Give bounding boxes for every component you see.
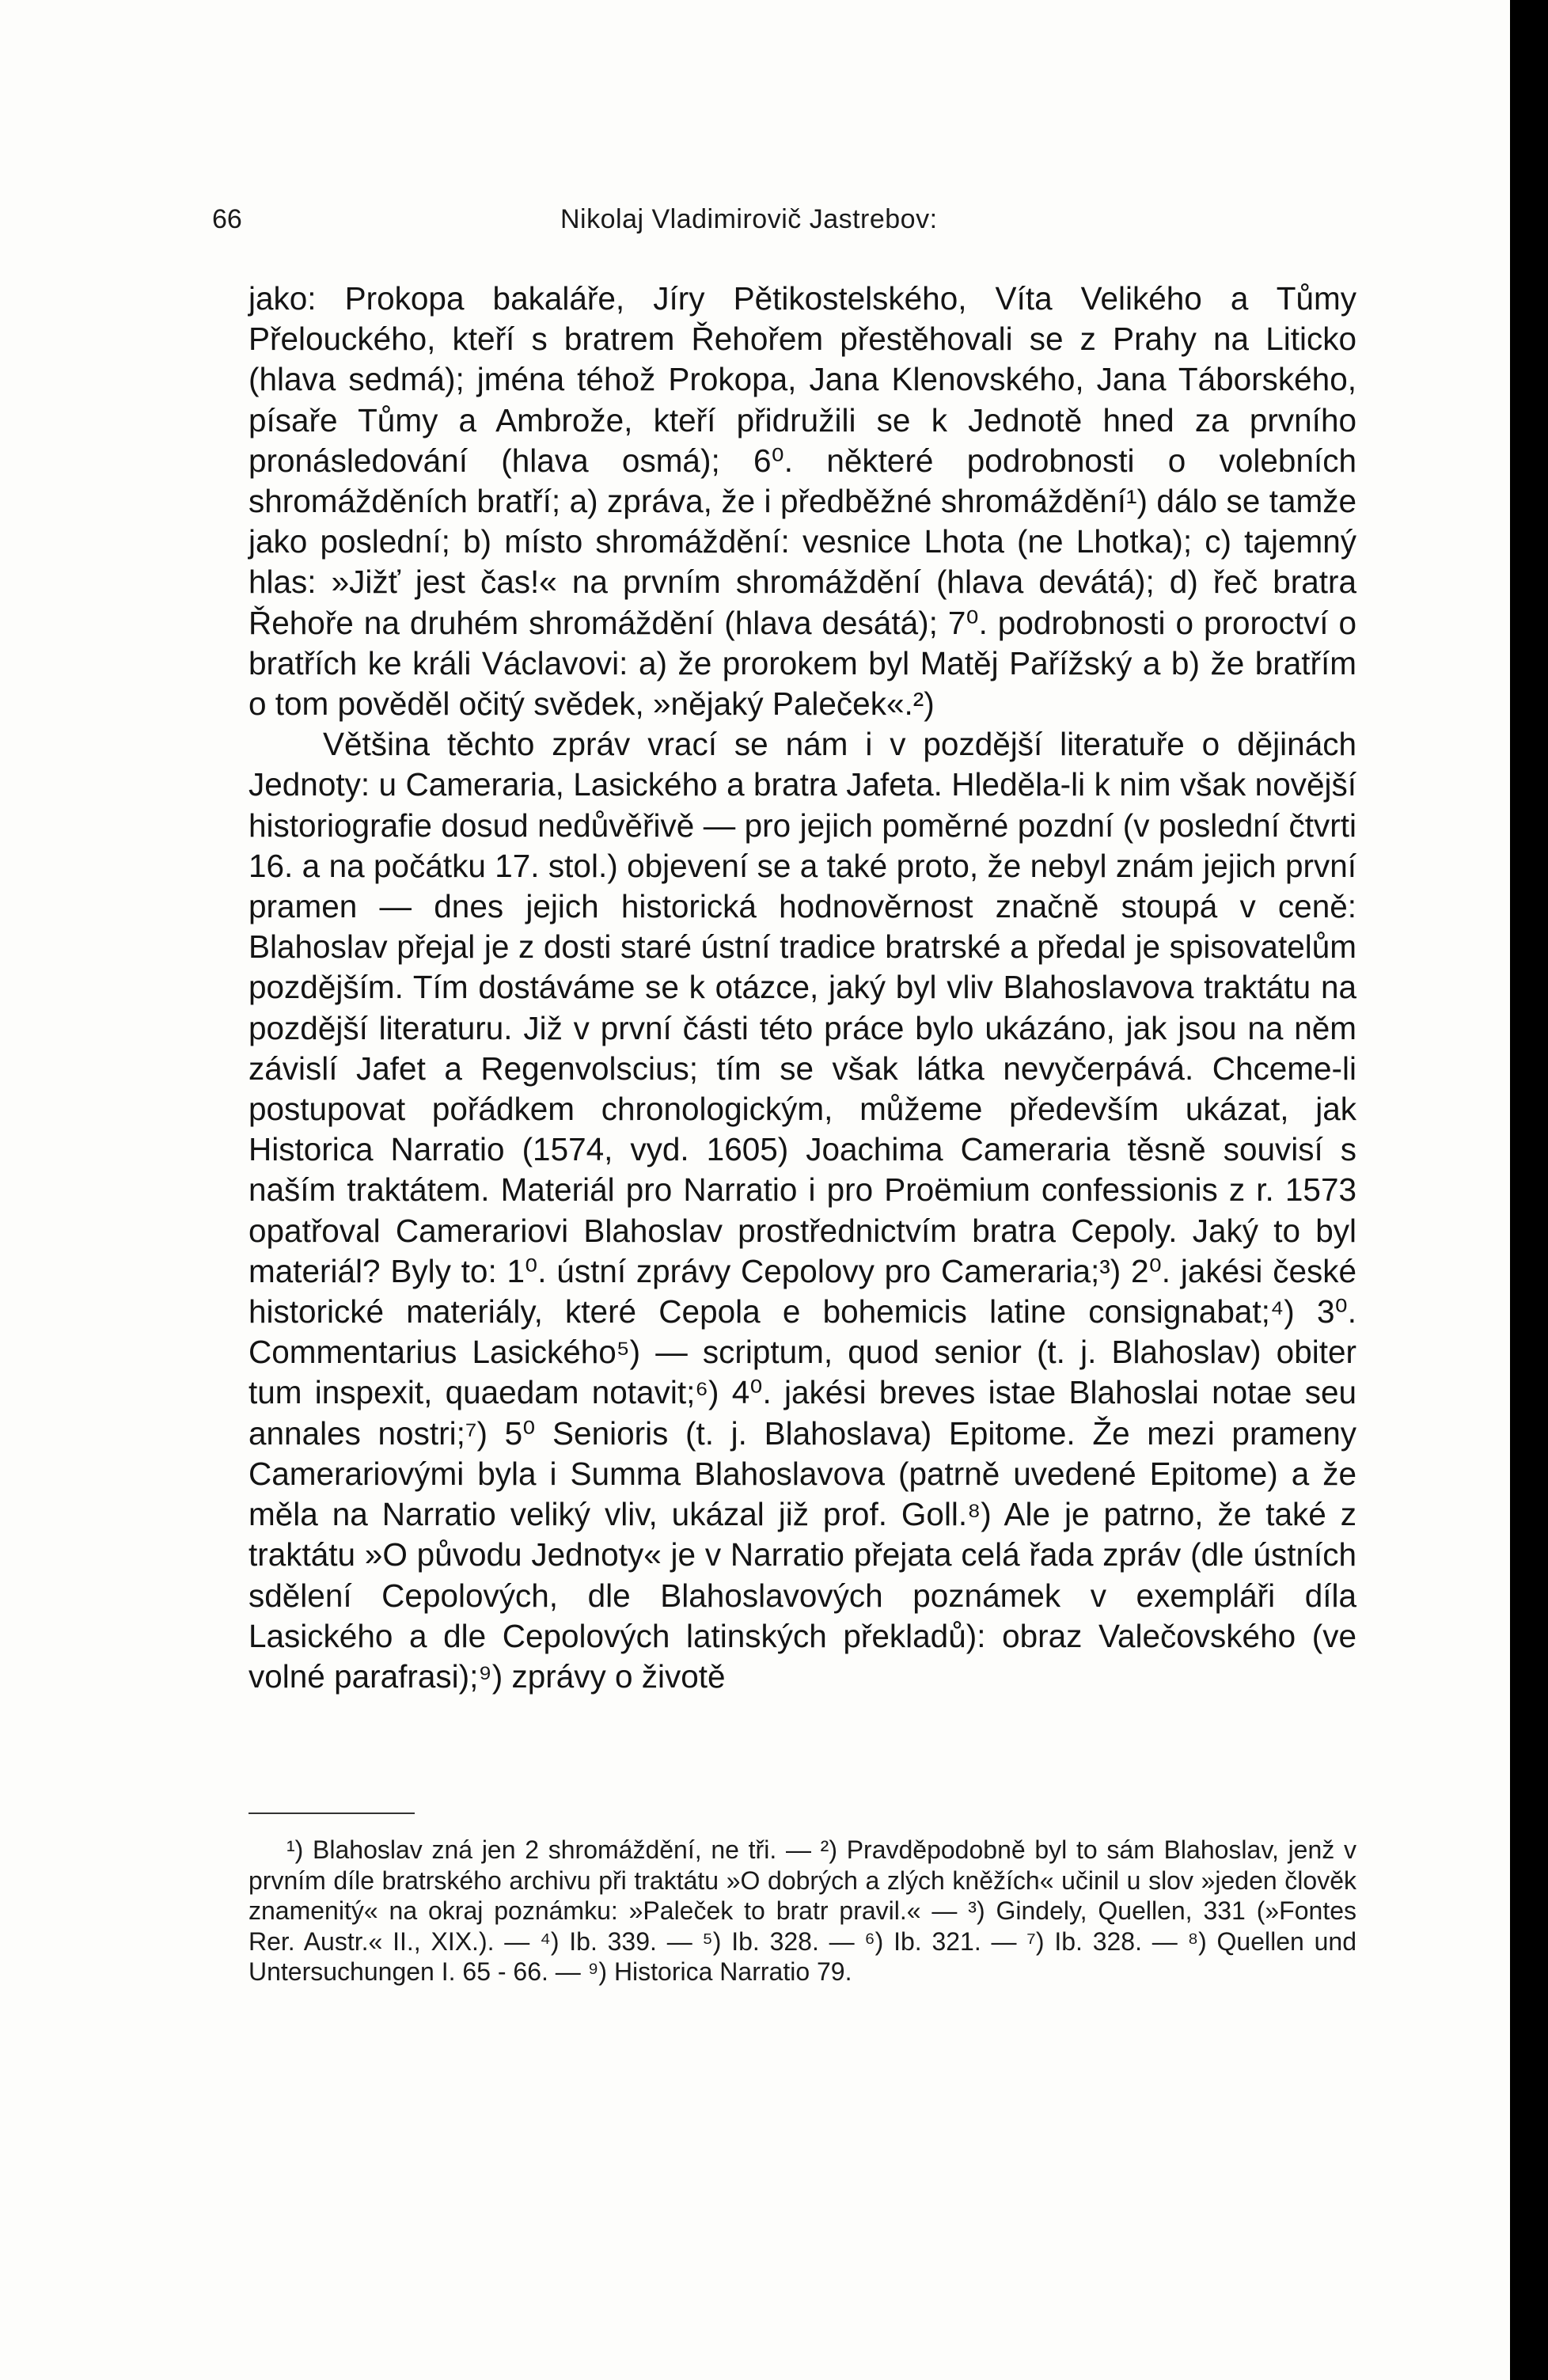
footnote-rule xyxy=(249,1813,415,1814)
running-head-author: Nikolaj Vladimirovič Jastrebov: xyxy=(560,204,938,234)
body-text xyxy=(249,279,1356,1697)
footnotes xyxy=(249,1835,1356,1987)
scan-border xyxy=(1510,0,1548,2380)
page-number: 66 xyxy=(212,204,242,234)
paragraph-1: jako: Prokopa bakaláře, Jíry Pětikostelského, Víta Velikého a Tůmy Přelouckého, kteří s bratrem Řehořem přestěhovali se z Prahy na Liticko (hlava sedmá); jména téhož Prokopa, Jana Klenovského, Jana Táborského, písaře Tůmy a Ambrože, kteří přidružili se k Jednotě hned za prvního pronásledování (hlava osmá); 6⁰. některé podrobnosti o volebních shromážděních bratří; a) zpráva, že i předběžné shromáždění¹) dálo se tamže jako poslední; b) místo shromáždění: vesnice Lhota (ne Lhotka); c) tajemný hlas: »Jižť jest čas!« na prvním shromáždění (hlava devátá); d) řeč bratra Řehoře na druhém shromáždění (hlava desátá); 7⁰. podrobnosti o proroctví o bratřích ke králi Václavovi: a) že prorokem byl Matěj Pařížský a b) že bratřím o tom pověděl očitý svědek, »nějaký Paleček«.²) xyxy=(249,280,1356,723)
running-head xyxy=(212,199,1357,239)
paragraph-2: Většina těchto zpráv vrací se nám i v pozdější literatuře o dějinách Jednoty: u Cameraria, Lasického a bratra Jafeta. Hleděla-li k nim však novější historiografie dosud nedůvěřivě — pro jejich poměrné pozdní (v poslední čtvrti 16. a na počátku 17. stol.) objevení se a také proto, že nebyl znám jejich první pramen — dnes jejich historická hodnověrnost značně stoupá v ceně: Blahoslav přejal je z dosti staré ústní tradice bratrské a předal je spisovatelům pozdějším. Tím dostáváme se k otázce, jaký byl vliv Blahoslavova traktátu na pozdější literaturu. Již v první části této práce bylo ukázáno, jak jsou na něm závislí Jafet a Regenvolscius; tím se však látka nevyčerpává. Chceme-li postupovat pořádkem chronologickým, můžeme především ukázat, jak Historica Narratio (1574, vyd. 1605) Joachima Cameraria těsně souvisí s naším traktátem. Materiál pro Narratio i pro Proëmium confessionis z r. 1573 opatřoval Camerariovi Blahoslav prostřednictvím bratra Cepoly. Jaký to byl materiál? Byly to: 1⁰. ústní zprávy Cepolovy pro Cameraria;³) 2⁰. jakési české historické materiály, které Cepola e bohemicis latine consignabat;⁴) 3⁰. Commentarius Lasického⁵) — scriptum, quod senior (t. j. Blahoslav) obiter tum inspexit, quaedam notavit;⁶) 4⁰. jakési breves istae Blahoslai notae seu annales nostri;⁷) 5⁰ Senioris (t. j. Blahoslava) Epitome. Že mezi prameny Camerariovými byla i Summa Blahoslavova (patrně uvedené Epitome) a že měla na Narratio veliký vliv, ukázal již prof. Goll.⁸) Ale je patrno, že také z traktátu »O původu Jednoty« je v Narratio přejata celá řada zpráv (dle ústních sdělení Cepolových, dle Blahoslavových poznámek v exempláři díla Lasického a dle Cepolových latinských překladů): obraz Valečovského (ve volné parafrasi);⁹) zprávy o životě xyxy=(249,726,1356,1695)
footnote-text: ¹) Blahoslav zná jen 2 shromáždění, ne tři. — ²) Pravděpodobně byl to sám Blahoslav, jenž v prvním díle bratrského archivu při traktátu »O dobrých a zlých kněžích« učinil u slov »jeden člověk znamenitý« na okraj poznámku: »Paleček to bratr pravil.« — ³) Gindely, Quellen, 331 (»Fontes Rer. Austr.« II., XIX.). — ⁴) Ib. 339. — ⁵) Ib. 328. — ⁶) Ib. 321. — ⁷) Ib. 328. — ⁸) Quellen und Untersuchungen I. 65 - 66. — ⁹) Historica Narratio 79. xyxy=(249,1835,1356,1986)
